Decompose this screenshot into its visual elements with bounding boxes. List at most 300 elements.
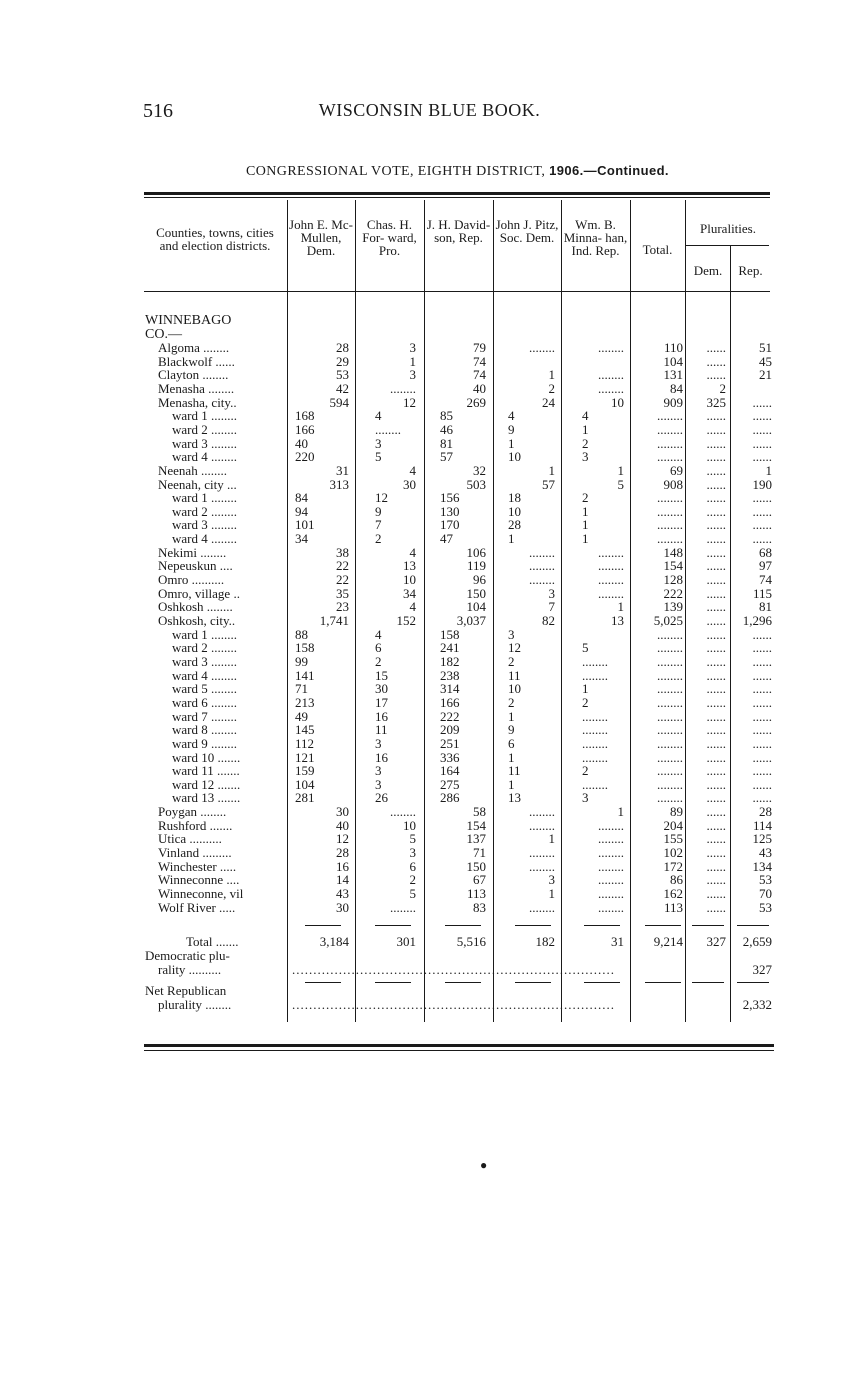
cell-mc: 38	[336, 544, 349, 560]
cell-fw: ........	[390, 899, 416, 915]
row-label: ward 1 ........	[172, 626, 237, 642]
cell-mnw: ........	[582, 735, 608, 751]
row-label: ward 4 ........	[172, 667, 237, 683]
cell-tot: 909	[663, 394, 683, 410]
total-plur-dem: 327	[706, 934, 726, 949]
cell-mc: 313	[329, 476, 349, 492]
row-label: ward 2 ........	[172, 421, 237, 437]
cell-rep: ......	[752, 749, 772, 765]
cell-dv: 96	[473, 572, 486, 588]
cell-tot: 162	[663, 886, 683, 901]
row-label: ward 12 .......	[172, 776, 241, 792]
sum-rule	[515, 982, 551, 983]
cell-rep: ......	[752, 394, 772, 410]
cell-mnw: 4	[582, 408, 589, 424]
cell-dv: 113	[466, 886, 486, 901]
cell-tot: ........	[657, 708, 683, 724]
row-label: Menasha, city..	[158, 394, 237, 410]
cell-dem: ......	[706, 476, 726, 492]
row-label: Rushford .......	[158, 817, 233, 833]
cell-rep: 125	[752, 831, 772, 847]
header-counties: Counties, towns, cities and election districts.	[156, 225, 274, 253]
row-label: ward 7 ........	[172, 708, 237, 724]
cell-dvw: 46	[440, 421, 453, 437]
cell-fww: 16	[375, 749, 388, 765]
cell-mcw: 281	[295, 790, 315, 806]
cell-fw: 4	[409, 462, 416, 478]
cell-mcw: 213	[295, 694, 315, 710]
cell-dem: ......	[706, 585, 726, 601]
cell-fw: 5	[409, 886, 416, 901]
cell-tot: ........	[657, 667, 683, 683]
table-row	[0, 737, 859, 751]
dem-plurality-value: 327	[752, 962, 772, 977]
sum-rule	[305, 982, 341, 983]
cell-tot: 154	[663, 558, 683, 574]
cell-mcw: 101	[295, 517, 315, 533]
cell-rep: 68	[759, 544, 772, 560]
cell-dv: 83	[473, 899, 486, 915]
row-label: Nepeuskun ....	[158, 558, 233, 574]
cell-rep: ......	[752, 531, 772, 547]
cell-dv: 74	[473, 367, 486, 383]
cell-tot: ........	[657, 517, 683, 533]
cell-mcw: 40	[295, 435, 308, 451]
cell-dem: ......	[706, 694, 726, 710]
cell-pzw: 10	[508, 503, 521, 519]
row-label: Nekimi ........	[158, 544, 227, 560]
sum-rule	[515, 925, 551, 926]
cell-dv: 58	[473, 804, 486, 820]
cell-mn: ........	[598, 558, 624, 574]
cell-dem: ......	[706, 763, 726, 779]
table-row	[0, 873, 859, 887]
cell-dem: ......	[706, 845, 726, 861]
cell-dvw: 222	[440, 708, 460, 724]
cell-pz: ........	[529, 858, 555, 874]
cell-fww: 4	[375, 626, 382, 642]
cell-fw: 3	[409, 340, 416, 355]
page-number: 516	[143, 100, 173, 122]
net-rep-row	[0, 998, 859, 1012]
cell-fww: 3	[375, 776, 382, 792]
cell-dem: ......	[706, 735, 726, 751]
cell-rep: 53	[759, 899, 772, 915]
cell-mn: 1	[617, 462, 624, 478]
cell-pzw: 10	[508, 681, 521, 697]
cell-pz: ........	[529, 899, 555, 915]
cell-fww: 11	[375, 722, 388, 738]
row-label: Utica ..........	[158, 831, 222, 847]
row-label: ward 5 ........	[172, 681, 237, 697]
net-rep-value: 2,332	[742, 997, 772, 1012]
cell-pz: 3	[548, 872, 555, 888]
header-plur-dem: Dem.	[693, 263, 723, 278]
cell-fw: 1	[409, 353, 416, 369]
cell-mn: ........	[598, 886, 624, 901]
row-label: ward 1 ........	[172, 408, 237, 424]
table-row	[0, 559, 859, 573]
cell-fww: 15	[375, 667, 388, 683]
table-row	[0, 655, 859, 669]
cell-dem: ......	[706, 435, 726, 451]
cell-dem: ......	[706, 681, 726, 697]
cell-tot: ........	[657, 653, 683, 669]
cell-dv: 71	[473, 845, 486, 861]
cell-tot: ........	[657, 763, 683, 779]
cell-pz: 1	[548, 462, 555, 478]
cell-dem: 325	[706, 394, 726, 410]
cell-tot: 113	[663, 899, 683, 915]
sum-rule	[375, 982, 411, 983]
total-minnahan: 31	[611, 934, 624, 949]
cell-fww: 3	[375, 735, 382, 751]
header-plur-rep: Rep.	[738, 263, 763, 278]
cell-mc: 53	[336, 367, 349, 383]
cell-mc: 12	[336, 831, 349, 847]
cell-tot: ........	[657, 776, 683, 792]
cell-mn: ........	[598, 544, 624, 560]
cell-pzw: 3	[508, 626, 515, 642]
table-row	[0, 423, 859, 437]
sum-rule	[375, 925, 411, 926]
cell-dem: ......	[706, 858, 726, 874]
cell-rep: ......	[752, 653, 772, 669]
sum-rule	[692, 982, 724, 983]
cell-mnw: 5	[582, 640, 589, 656]
table-row	[0, 846, 859, 860]
cell-dem: ......	[706, 817, 726, 833]
cell-dvw: 85	[440, 408, 453, 424]
cell-dvw: 158	[440, 626, 460, 642]
cell-pzw: 2	[508, 694, 515, 710]
cell-mcw: 34	[295, 531, 308, 547]
cell-tot: ........	[657, 490, 683, 506]
cell-mnw: 1	[582, 421, 589, 437]
cell-dem: ......	[706, 872, 726, 888]
cell-rep: 28	[759, 804, 772, 820]
cell-tot: 89	[670, 804, 683, 820]
cell-dem: ......	[706, 531, 726, 547]
cell-dv: 154	[466, 817, 486, 833]
cell-dvw: 130	[440, 503, 460, 519]
cell-fw: 12	[403, 394, 416, 410]
cell-dem: ......	[706, 340, 726, 355]
cell-mnw: ........	[582, 722, 608, 738]
cell-fww: 9	[375, 503, 382, 519]
row-label: ward 4 ........	[172, 531, 237, 547]
cell-mn: 1	[617, 804, 624, 820]
cell-dvw: 275	[440, 776, 460, 792]
cell-dem: ......	[706, 490, 726, 506]
cell-mcw: 88	[295, 626, 308, 642]
cell-pz: ........	[529, 804, 555, 820]
cell-rep: ......	[752, 640, 772, 656]
cell-rep: ......	[752, 517, 772, 533]
cell-dvw: 166	[440, 694, 460, 710]
cell-fw: 3	[409, 845, 416, 861]
table-row	[0, 355, 859, 369]
sum-rule	[645, 925, 681, 926]
header-mcmullen: John E. Mc- Mullen, Dem.	[289, 217, 353, 258]
cell-pz: 1	[548, 886, 555, 901]
cell-tot: 84	[670, 380, 683, 396]
cell-mn: ........	[598, 585, 624, 601]
cell-pz: 2	[548, 380, 555, 396]
cell-pzw: 1	[508, 749, 515, 765]
cell-dv: 150	[466, 858, 486, 874]
header-minnahan: Wm. B. Minna- han, Ind. Rep.	[563, 217, 628, 258]
table-row	[0, 491, 859, 505]
cell-rep: ......	[752, 681, 772, 697]
cell-dem: ......	[706, 667, 726, 683]
cell-pzw: 1	[508, 531, 515, 547]
cell-pz: 82	[542, 613, 555, 628]
cell-dvw: 81	[440, 435, 453, 451]
cell-mc: 29	[336, 353, 349, 369]
table-row	[0, 437, 859, 451]
cell-tot: ........	[657, 694, 683, 710]
totals-row	[0, 935, 859, 949]
cell-fww: 26	[375, 790, 388, 806]
row-label: ward 3 ........	[172, 653, 237, 669]
cell-fww: 30	[375, 681, 388, 697]
row-label: ward 3 ........	[172, 517, 237, 533]
cell-dem: ......	[706, 367, 726, 383]
cell-mcw: 99	[295, 653, 308, 669]
header-davidson: J. H. David- son, Rep.	[426, 217, 491, 245]
cell-dvw: 241	[440, 640, 460, 656]
sum-rule	[584, 925, 620, 926]
cell-fw: 34	[403, 585, 416, 601]
table-row	[0, 532, 859, 546]
cell-tot: 131	[663, 367, 683, 383]
cell-dvw: 314	[440, 681, 460, 697]
cell-dv: 119	[466, 558, 486, 574]
cell-dv: 79	[473, 340, 486, 355]
table-row	[0, 641, 859, 655]
cell-fw: 4	[409, 544, 416, 560]
cell-rep: ......	[752, 503, 772, 519]
cell-dem: ......	[706, 408, 726, 424]
cell-dem: 2	[719, 380, 726, 396]
row-label: ward 9 ........	[172, 735, 237, 751]
county-label: WINNEBAGO CO.—	[145, 313, 232, 342]
cell-dvw: 286	[440, 790, 460, 806]
sum-rule	[305, 925, 341, 926]
cell-mnw: 3	[582, 449, 589, 465]
total-forward: 301	[396, 934, 416, 949]
cell-dem: ......	[706, 831, 726, 847]
cell-mn: ........	[598, 899, 624, 915]
cell-fww: 6	[375, 640, 382, 656]
cell-rep: ......	[752, 435, 772, 451]
cell-fw: ........	[390, 380, 416, 396]
cell-tot: 69	[670, 462, 683, 478]
cell-fww: 16	[375, 708, 388, 724]
cell-rep: 21	[759, 367, 772, 383]
cell-mn: ........	[598, 572, 624, 588]
cell-mcw: 121	[295, 749, 315, 765]
dem-plurality-label-row	[0, 949, 859, 963]
cell-tot: ........	[657, 531, 683, 547]
sum-rule	[645, 982, 681, 983]
table-row	[0, 505, 859, 519]
row-label: Poygan ........	[158, 804, 227, 820]
cell-dv: 32	[473, 462, 486, 478]
cell-tot: 204	[663, 817, 683, 833]
row-label: ward 2 ........	[172, 640, 237, 656]
cell-fw: 6	[409, 858, 416, 874]
cell-pz: 57	[542, 476, 555, 492]
cell-dem: ......	[706, 722, 726, 738]
cell-fw: 10	[403, 817, 416, 833]
cell-dem: ......	[706, 749, 726, 765]
cell-tot: ........	[657, 626, 683, 642]
header-forward: Chas. H. For- ward, Pro.	[362, 217, 417, 258]
cell-fww: 7	[375, 517, 382, 533]
cell-fw: 30	[403, 476, 416, 492]
cell-fw: 5	[409, 831, 416, 847]
cell-tot: 139	[663, 599, 683, 615]
sum-rule	[737, 982, 769, 983]
row-label: ward 2 ........	[172, 503, 237, 519]
table-row	[0, 464, 859, 478]
cell-fw: ........	[390, 804, 416, 820]
cell-mnw: 1	[582, 503, 589, 519]
row-label: ward 10 .......	[172, 749, 241, 765]
cell-tot: 222	[663, 585, 683, 601]
cell-mnw: ........	[582, 653, 608, 669]
cell-mn: ........	[598, 831, 624, 847]
sum-rule	[445, 925, 481, 926]
row-label: Winneconne, vil	[158, 886, 244, 901]
cell-mn: ........	[598, 817, 624, 833]
cell-dem: ......	[706, 626, 726, 642]
cell-mcw: 112	[295, 735, 315, 751]
cell-mnw: 2	[582, 490, 589, 506]
cell-fww: 3	[375, 435, 382, 451]
cell-mcw: 220	[295, 449, 315, 465]
cell-mc: 28	[336, 340, 349, 355]
cell-pzw: 2	[508, 653, 515, 669]
cell-mc: 40	[336, 817, 349, 833]
cell-mnw: 3	[582, 790, 589, 806]
net-rep-dots: ............................................................................	[292, 997, 615, 1012]
table-row	[0, 409, 859, 423]
cell-mcw: 141	[295, 667, 315, 683]
cell-pz: ........	[529, 544, 555, 560]
cell-rep: ......	[752, 708, 772, 724]
table-row	[0, 832, 859, 846]
cell-dem: ......	[706, 421, 726, 437]
row-label: ward 4 ........	[172, 449, 237, 465]
cell-dem: ......	[706, 517, 726, 533]
cell-pzw: 9	[508, 421, 515, 437]
cell-pzw: 18	[508, 490, 521, 506]
cell-rep: 134	[752, 858, 772, 874]
cell-pzw: 11	[508, 667, 521, 683]
table-row	[0, 614, 859, 628]
cell-dv: 106	[466, 544, 486, 560]
cell-dem: ......	[706, 640, 726, 656]
cell-mc: 28	[336, 845, 349, 861]
cell-mc: 594	[329, 394, 349, 410]
cell-dem: ......	[706, 558, 726, 574]
cell-rep: ......	[752, 449, 772, 465]
cell-fww: 4	[375, 408, 382, 424]
cell-rep: 1,296	[742, 613, 772, 628]
cell-mnw: 2	[582, 763, 589, 779]
cell-mc: 42	[336, 380, 349, 396]
sum-rule	[692, 925, 724, 926]
cell-dem: ......	[706, 804, 726, 820]
cell-pz: 1	[548, 831, 555, 847]
cell-mn: ........	[598, 858, 624, 874]
cell-mc: 30	[336, 804, 349, 820]
cell-mc: 22	[336, 558, 349, 574]
cell-tot: 102	[663, 845, 683, 861]
cell-dem: ......	[706, 613, 726, 628]
cell-pzw: 6	[508, 735, 515, 751]
cell-dv: 3,037	[456, 613, 486, 628]
cell-mc: 22	[336, 572, 349, 588]
sum-rule	[445, 982, 481, 983]
cell-mcw: 159	[295, 763, 315, 779]
cell-mc: 14	[336, 872, 349, 888]
cell-pzw: 12	[508, 640, 521, 656]
cell-mn: ........	[598, 367, 624, 383]
cell-mc: 16	[336, 858, 349, 874]
row-label: Winchester .....	[158, 858, 237, 874]
cell-mn: ........	[598, 872, 624, 888]
cell-pzw: 9	[508, 722, 515, 738]
row-label: ward 13 .......	[172, 790, 241, 806]
cell-mnw: ........	[582, 776, 608, 792]
cell-dv: 269	[466, 394, 486, 410]
cell-pzw: 13	[508, 790, 521, 806]
cell-mn: 13	[611, 613, 624, 628]
dem-plurality-dots: ............................................................................	[292, 962, 615, 977]
cell-dv: 503	[466, 476, 486, 492]
cell-mnw: ........	[582, 667, 608, 683]
table-row	[0, 450, 859, 464]
dem-plurality-label-2: rality ..........	[158, 962, 222, 977]
sum-rule	[584, 982, 620, 983]
cell-dem: ......	[706, 790, 726, 806]
ink-mark: ●	[480, 1158, 488, 1172]
cell-dvw: 164	[440, 763, 460, 779]
total-pitz: 182	[535, 934, 555, 949]
cell-fw: 10	[403, 572, 416, 588]
cell-mc: 35	[336, 585, 349, 601]
cell-dvw: 336	[440, 749, 460, 765]
cell-dem: ......	[706, 653, 726, 669]
cell-rep: ......	[752, 722, 772, 738]
cell-dem: ......	[706, 353, 726, 369]
total-davidson: 5,516	[456, 934, 486, 949]
table-row	[0, 751, 859, 765]
caption-main: CONGRESSIONAL VOTE, EIGHTH DISTRICT,	[246, 164, 546, 179]
table-row	[0, 887, 859, 901]
cell-rep: 70	[759, 886, 772, 901]
cell-tot: 172	[663, 858, 683, 874]
cell-tot: 110	[663, 340, 683, 355]
cell-dem: ......	[706, 462, 726, 478]
table-row	[0, 723, 859, 737]
row-label: Wolf River .....	[158, 899, 236, 915]
cell-fw: 152	[396, 613, 416, 628]
